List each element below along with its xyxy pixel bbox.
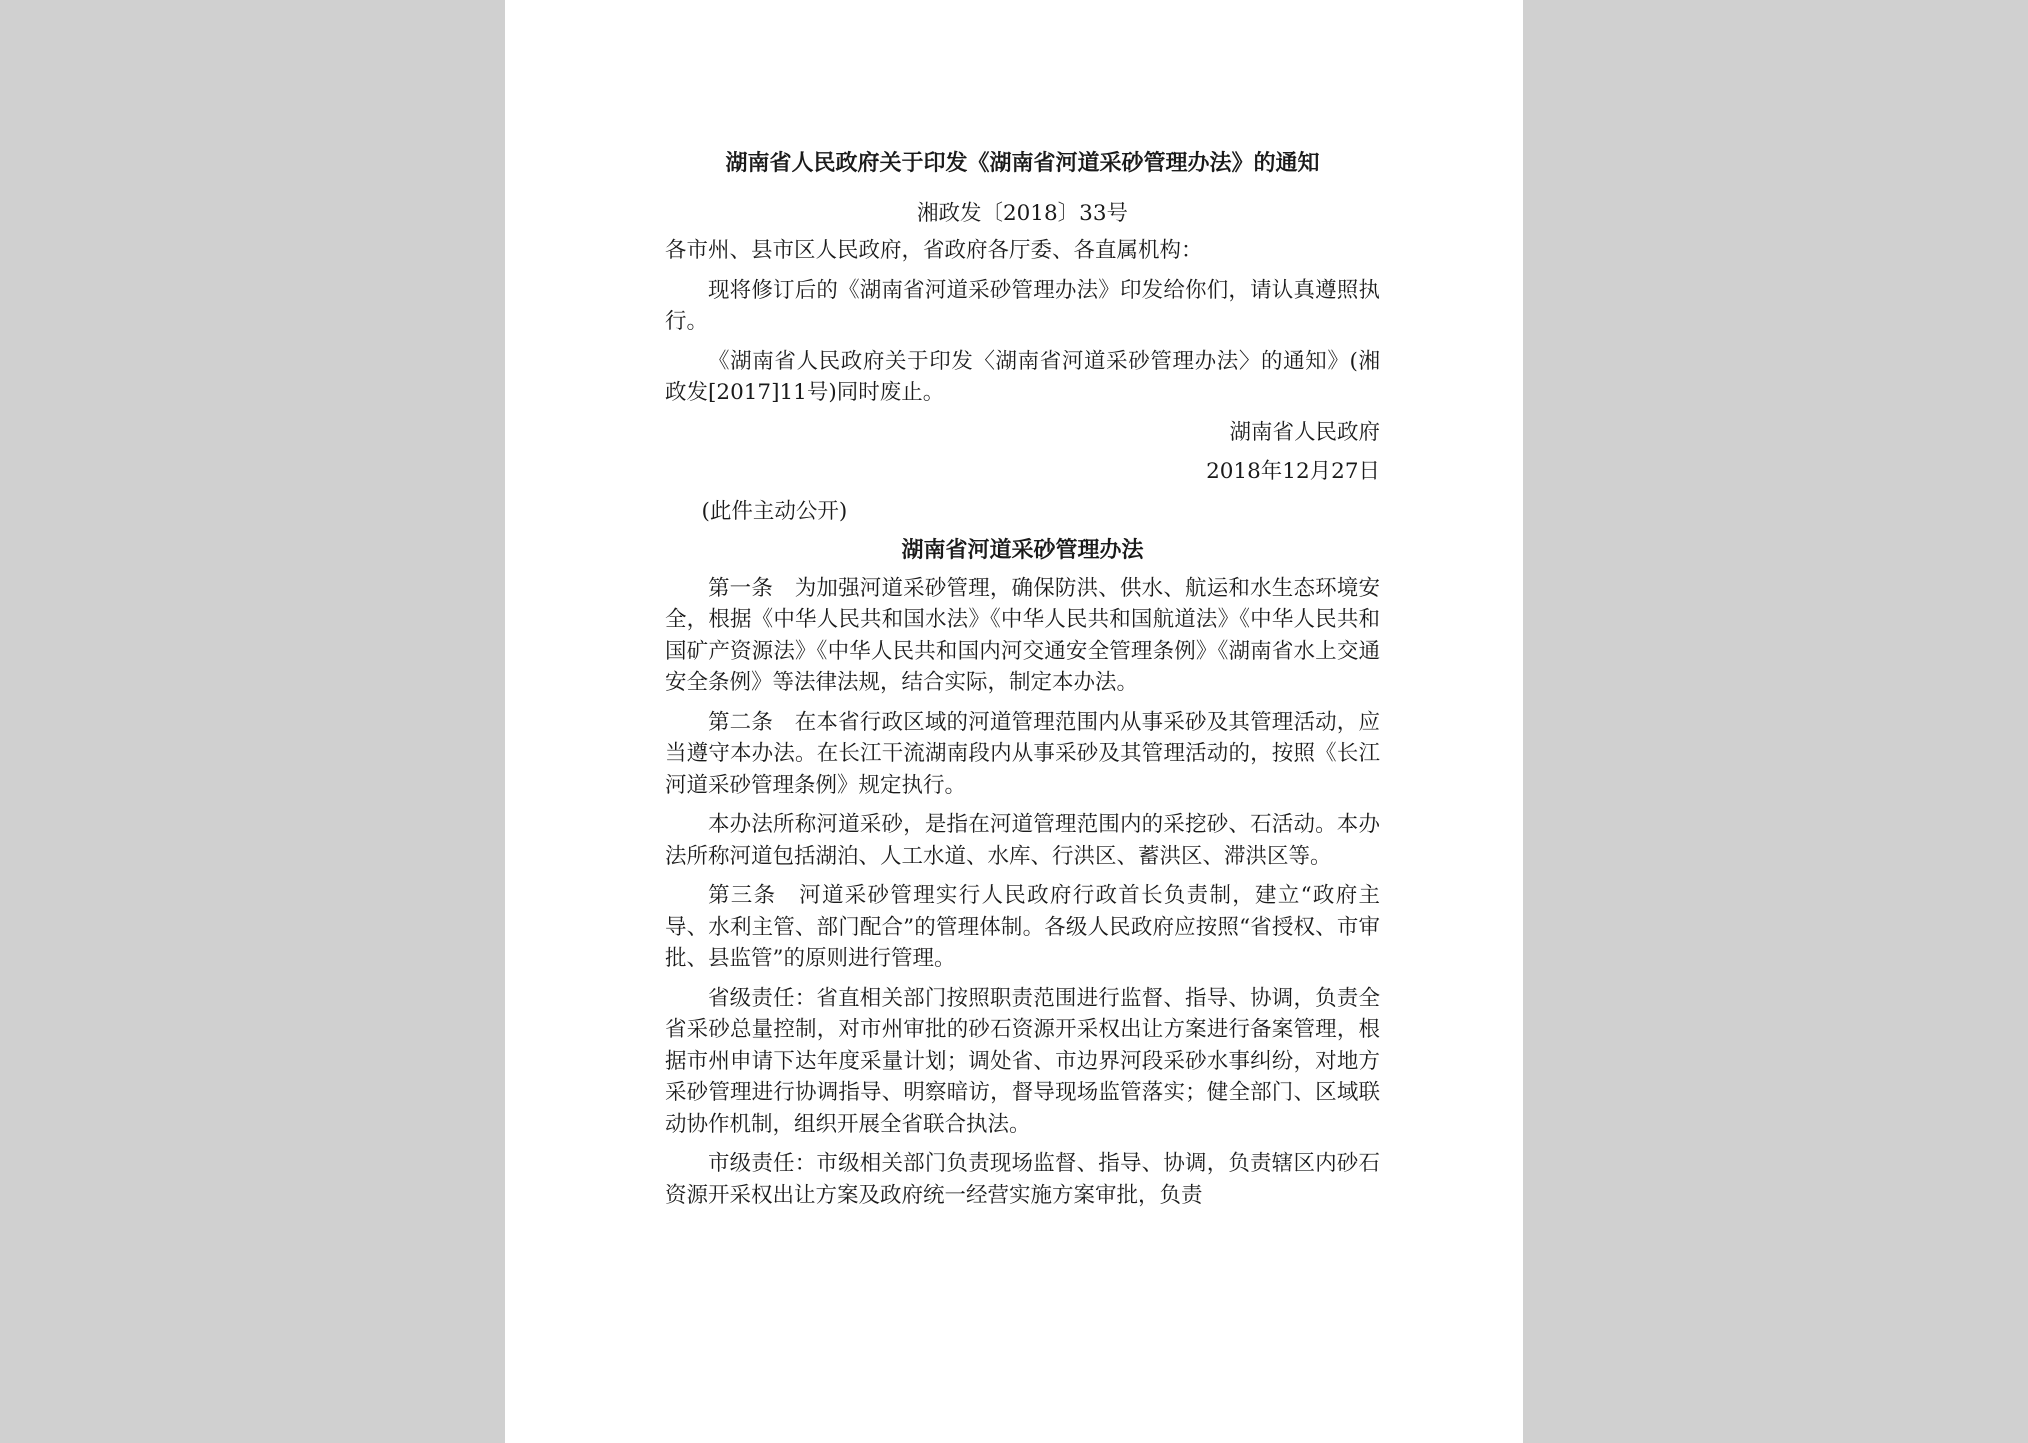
article-paragraph: 省级责任：省直相关部门按照职责范围进行监督、指导、协调，负责全省采砂总量控制，对市州审批的砂石资源开采权出让方案进行备案管理，根据市州申请下达年度采量计划；调处省、市边界河段采砂水事纠纷，对地方采砂管理进行协调指导、明察暗访，督导现场监管落实；健全部门、区域联动协作机制，组织开展全省联合执法。 — [665, 985, 1380, 1137]
issue-date: 2018年12月27日 — [1206, 459, 1380, 484]
document-title: 湖南省人民政府关于印发《湖南省河道采砂管理办法》的通知 — [725, 150, 1320, 176]
document-content — [665, 148, 1380, 1219]
notice-paragraph: 现将修订后的《湖南省河道采砂管理办法》印发给你们，请认真遵照执行。 — [665, 277, 1380, 334]
public-note: (此件主动公开) — [701, 498, 848, 524]
article-paragraph: 第三条 河道采砂管理实行人民政府行政首长负责制，建立“政府主导、水利主管、部门配合”的管理体制。各级人民政府应按照“省授权、市审批、县监管”的原则进行管理。 — [665, 883, 1380, 971]
recipients-line: 各市州、县市区人民政府，省政府各厅委、各直属机构： — [665, 238, 1203, 263]
measures-title: 湖南省河道采砂管理办法 — [901, 537, 1144, 563]
article-paragraph: 第一条 为加强河道采砂管理，确保防洪、供水、航运和水生态环境安全，根据《中华人民共和国水法》《中华人民共和国航道法》《中华人民共和国矿产资源法》《中华人民共和国内河交通安全管理条例》《湖南省水上交通安全条例》等法律法规，结合实际，制定本办法。 — [665, 575, 1380, 695]
notice-paragraph: 《湖南省人民政府关于印发〈湖南省河道采砂管理办法〉的通知》(湘政发[2017]11号)同时废止。 — [665, 348, 1380, 405]
article-paragraph: 本办法所称河道采砂，是指在河道管理范围内的采挖砂、石活动。本办法所称河道包括湖泊、人工水道、水库、行洪区、蓄洪区、滞洪区等。 — [665, 812, 1380, 869]
document-number: 湘政发〔2018〕33号 — [916, 200, 1129, 226]
document-page — [505, 0, 1523, 1443]
article-paragraph: 市级责任：市级相关部门负责现场监督、指导、协调，负责辖区内砂石资源开采权出让方案及政府统一经营实施方案审批，负责 — [665, 1151, 1380, 1208]
issuer-signature: 湖南省人民政府 — [1229, 419, 1380, 445]
article-paragraph: 第二条 在本省行政区域的河道管理范围内从事采砂及其管理活动，应当遵守本办法。在长江干流湖南段内从事采砂及其管理活动的，按照《长江河道采砂管理条例》规定执行。 — [665, 709, 1380, 798]
